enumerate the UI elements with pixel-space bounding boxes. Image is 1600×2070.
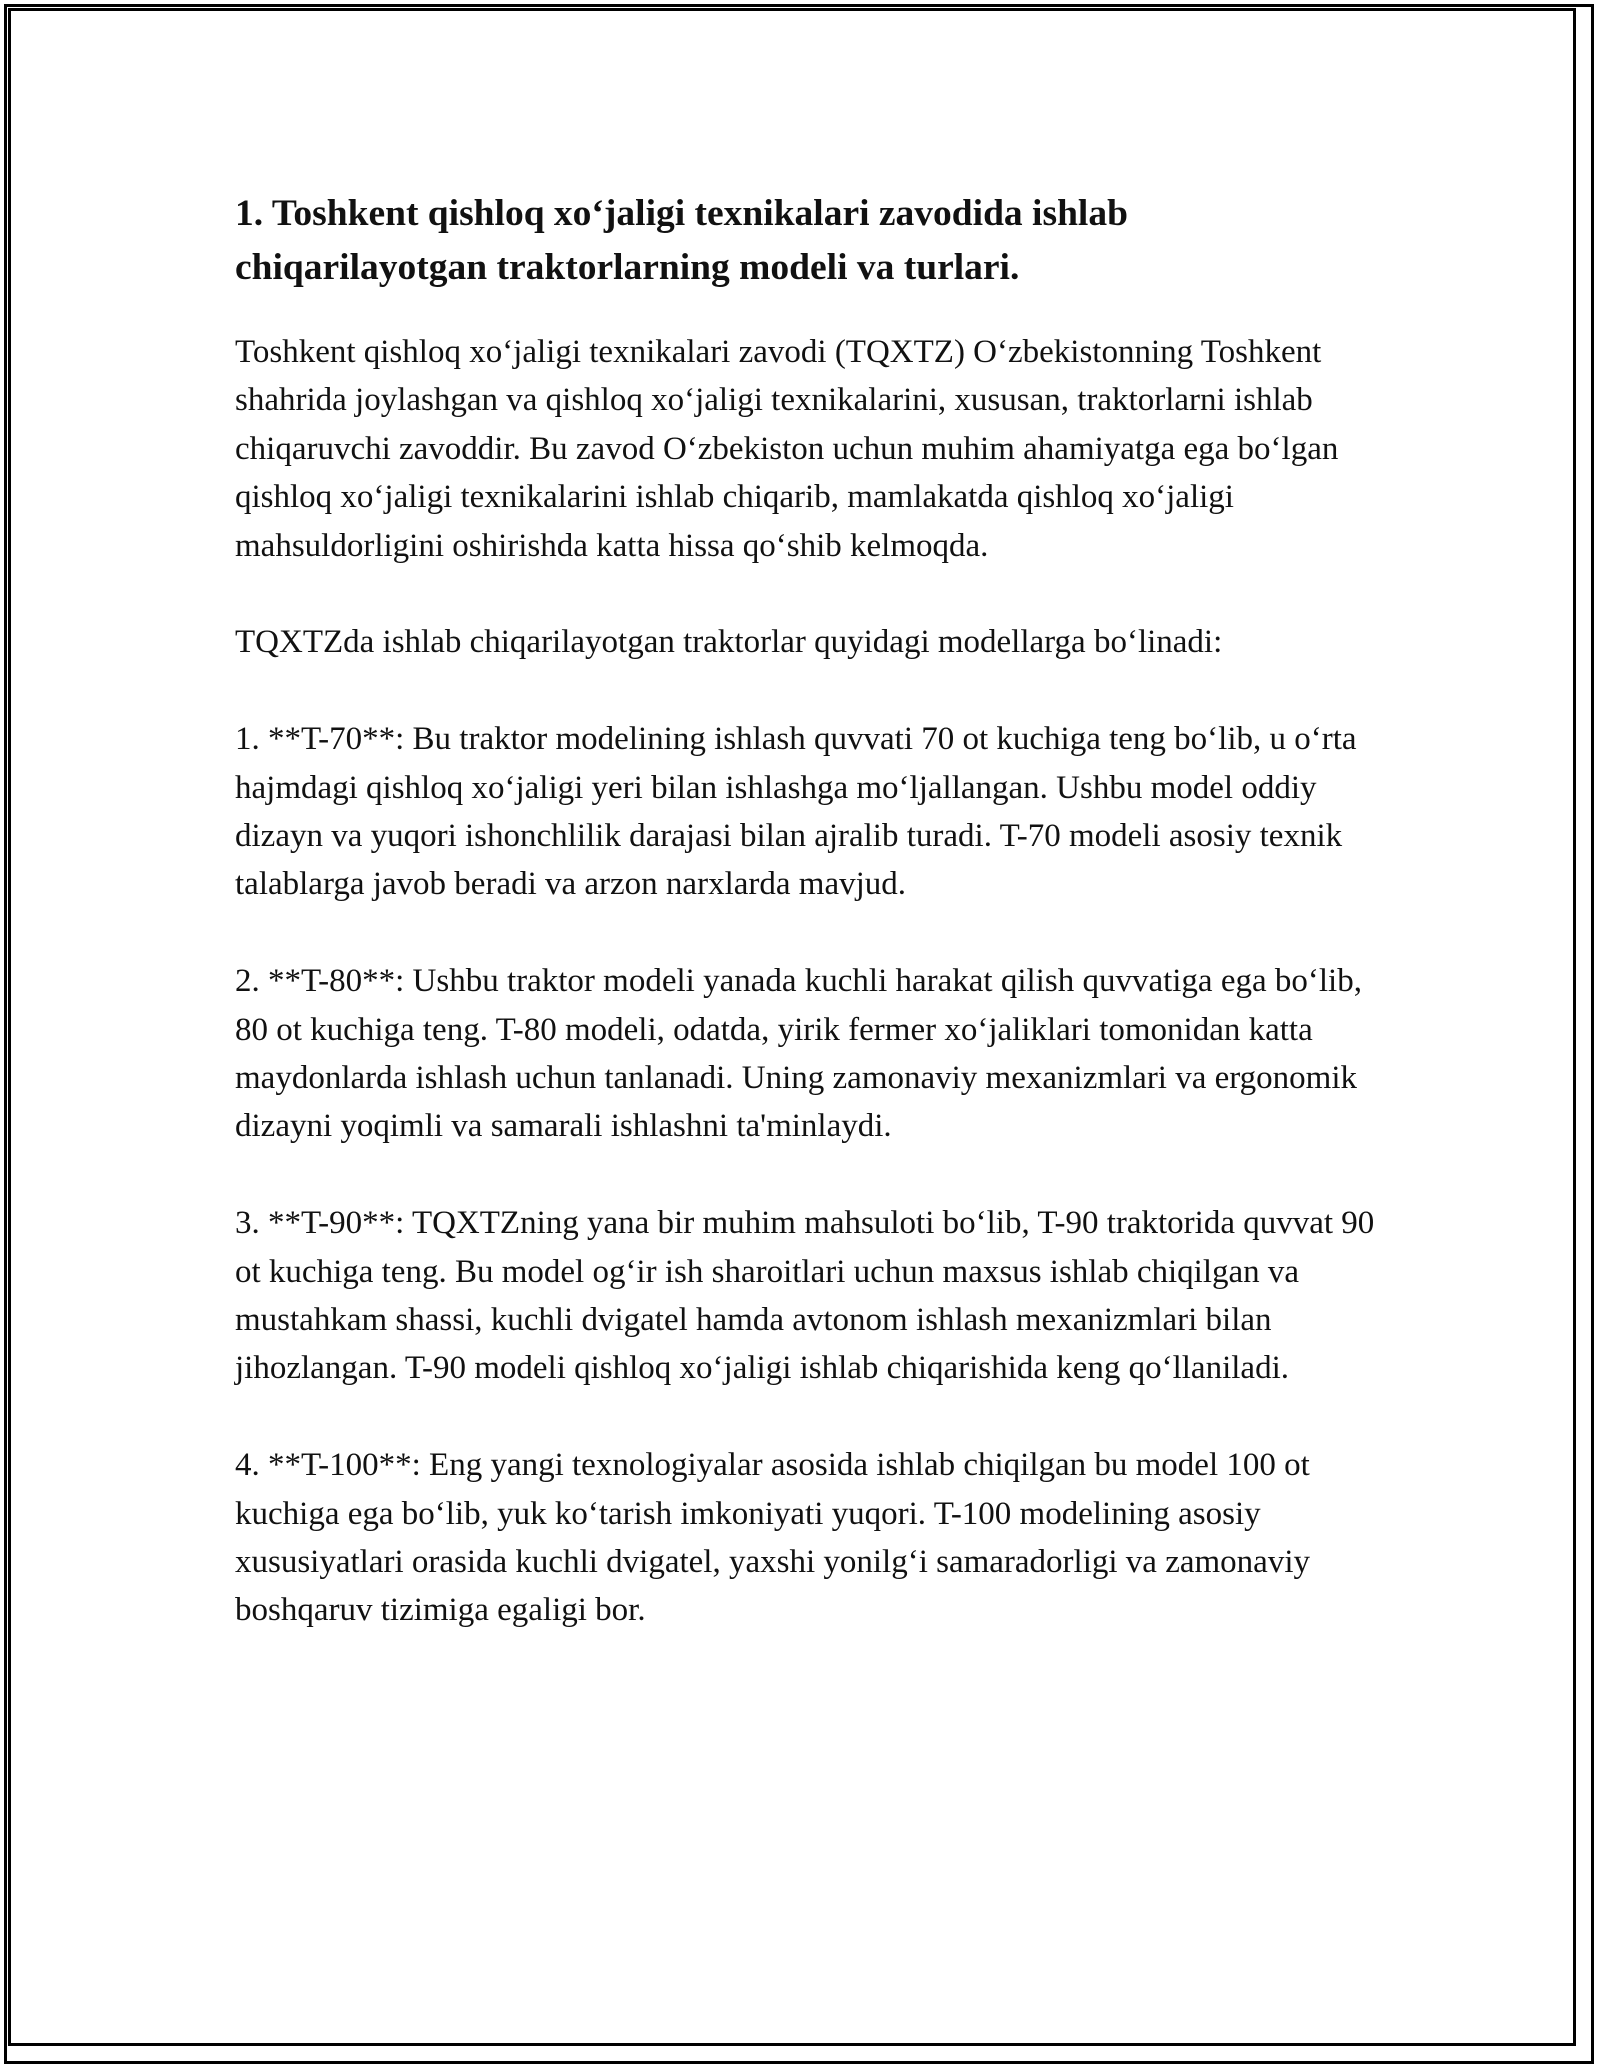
document-heading: 1. Toshkent qishloq xo‘jaligi texnikalari zavodida ishlab chiqarilayotgan traktorlarning modeli va turlari.	[235, 193, 1128, 288]
model-t90-paragraph: 3. **T-90**: TQXTZning yana bir muhim mahsuloti bo‘lib, T-90 traktorida quvvat 90 ot kuchiga teng. Bu model og‘ir ish sharoitlari uchun maxsus ishlab chiqilgan va mustahkam shassi, kuchli dvigatel hamda avtonom ishlash mexanizmlari bilan jihozlangan. T-90 modeli qishloq xo‘jaligi ishlab chiqarishida keng qo‘llaniladi.	[235, 1205, 1383, 1387]
model-t80-paragraph: 2. **T-80**: Ushbu traktor modeli yanada kuchli harakat qilish quvvatiga ega bo‘lib, 80 ot kuchiga teng. T-80 modeli, odatda, yirik fermer xo‘jaliklari tomonidan katta maydonlarda ishlash uchun tanlanadi. Uning zamonaviy mexanizmlari va ergonomik dizayni yoqimli va samarali ishlashni ta'minlaydi.	[235, 963, 1371, 1145]
models-intro-paragraph: TQXTZda ishlab chiqarilayotgan traktorlar quyidagi modellarga bo‘linadi:	[235, 624, 1223, 661]
paragraph-gap	[235, 909, 1375, 957]
paragraph-gap	[235, 1151, 1375, 1199]
paragraph-gap	[235, 667, 1375, 715]
paragraph-gap	[235, 570, 1375, 618]
intro-paragraph: Toshkent qishloq xo‘jaligi texnikalari zavodi (TQXTZ) O‘zbekistonning Toshkent shahrida joylashgan va qishloq xo‘jaligi texnikalarini, xususan, traktorlarni ishlab chiqaruvchi zavoddir. Bu zavod O‘zbekiston uchun muhim ahamiyatga ega bo‘lgan qishloq xo‘jaligi texnikalarini ishlab chiqarib, mamlakatda qishloq xo‘jaligi mahsuldorligini oshirishda katta hissa qo‘shib kelmoqda.	[235, 334, 1347, 564]
paragraph-gap	[235, 1393, 1375, 1441]
document-body	[235, 187, 1383, 1635]
model-t70-paragraph: 1. **T-70**: Bu traktor modelining ishlash quvvati 70 ot kuchiga teng bo‘lib, u o‘rta hajmdagi qishloq xo‘jaligi yeri bilan ishlashga mo‘ljallangan. Ushbu model oddiy dizayn va yuqori ishonchlilik darajasi bilan ajralib turadi. T-70 modeli asosiy texnik talablarga javob beradi va arzon narxlarda mavjud.	[235, 721, 1365, 903]
model-t100-paragraph: 4. **T-100**: Eng yangi texnologiyalar asosida ishlab chiqilgan bu model 100 ot kuchiga ega bo‘lib, yuk ko‘tarish imkoniyati yuqori. T-100 modelining asosiy xususiyatlari orasida kuchli dvigatel, yaxshi yonilg‘i samaradorligi va zamonaviy boshqaruv tizimiga egaligi bor.	[235, 1447, 1319, 1629]
